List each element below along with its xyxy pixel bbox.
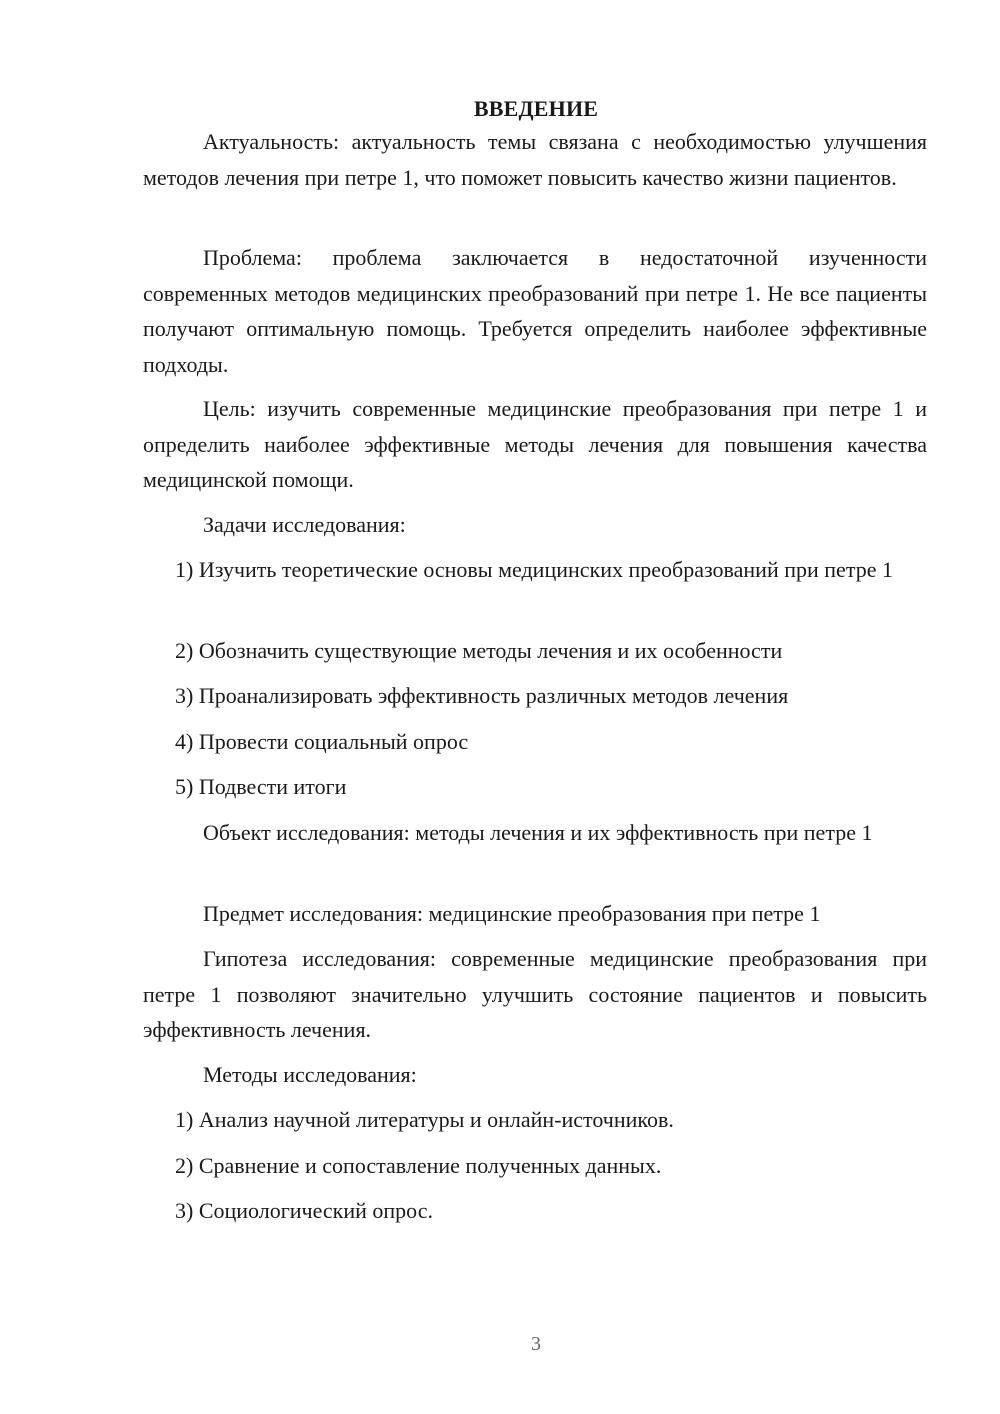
document-heading: ВВЕДЕНИЕ [473,96,599,121]
subject-paragraph: Предмет исследования: медицинские преобразования при петре 1 [203,901,821,926]
relevance-paragraph: Актуальность: актуальность темы связана с необходимостью улучшения методов лечения при петре 1, что поможет повысить качество жизни пациентов. [143,129,927,190]
methods-title: Методы исследования: [203,1062,417,1087]
tasks-title: Задачи исследования: [203,512,406,537]
method-item-1: 1) Анализ научной литературы и онлайн-источников. [175,1107,674,1132]
hypothesis-paragraph: Гипотеза исследования: современные медицинские преобразования при петре 1 позволяют значительно улучшить состояние пациентов и повысить эффективность лечения. [143,946,927,1042]
method-item-3: 3) Социологический опрос. [175,1198,433,1223]
task-item-2: 2) Обозначить существующие методы лечения и их особенности [175,638,783,663]
task-item-1: 1) Изучить теоретические основы медицинских преобразований при петре 1 [175,557,893,582]
problem-paragraph: Проблема: проблема заключается в недостаточной изученности современных методов медицинских преобразований при петре 1. Не все пациенты получают оптимальную помощь. Требуется определить наиболее эффективные подходы. [143,245,927,377]
goal-paragraph: Цель: изучить современные медицинские преобразования при петре 1 и определить наиболее эффективные методы лечения для повышения качества медицинской помощи. [143,396,927,492]
task-item-5: 5) Подвести итоги [175,774,347,799]
method-item-2: 2) Сравнение и сопоставление полученных данных. [175,1153,662,1178]
object-paragraph: Объект исследования: методы лечения и их эффективность при петре 1 [203,820,873,845]
task-item-3: 3) Проанализировать эффективность различных методов лечения [175,683,789,708]
page-number: 3 [531,1333,541,1355]
task-item-4: 4) Провести социальный опрос [175,729,469,754]
